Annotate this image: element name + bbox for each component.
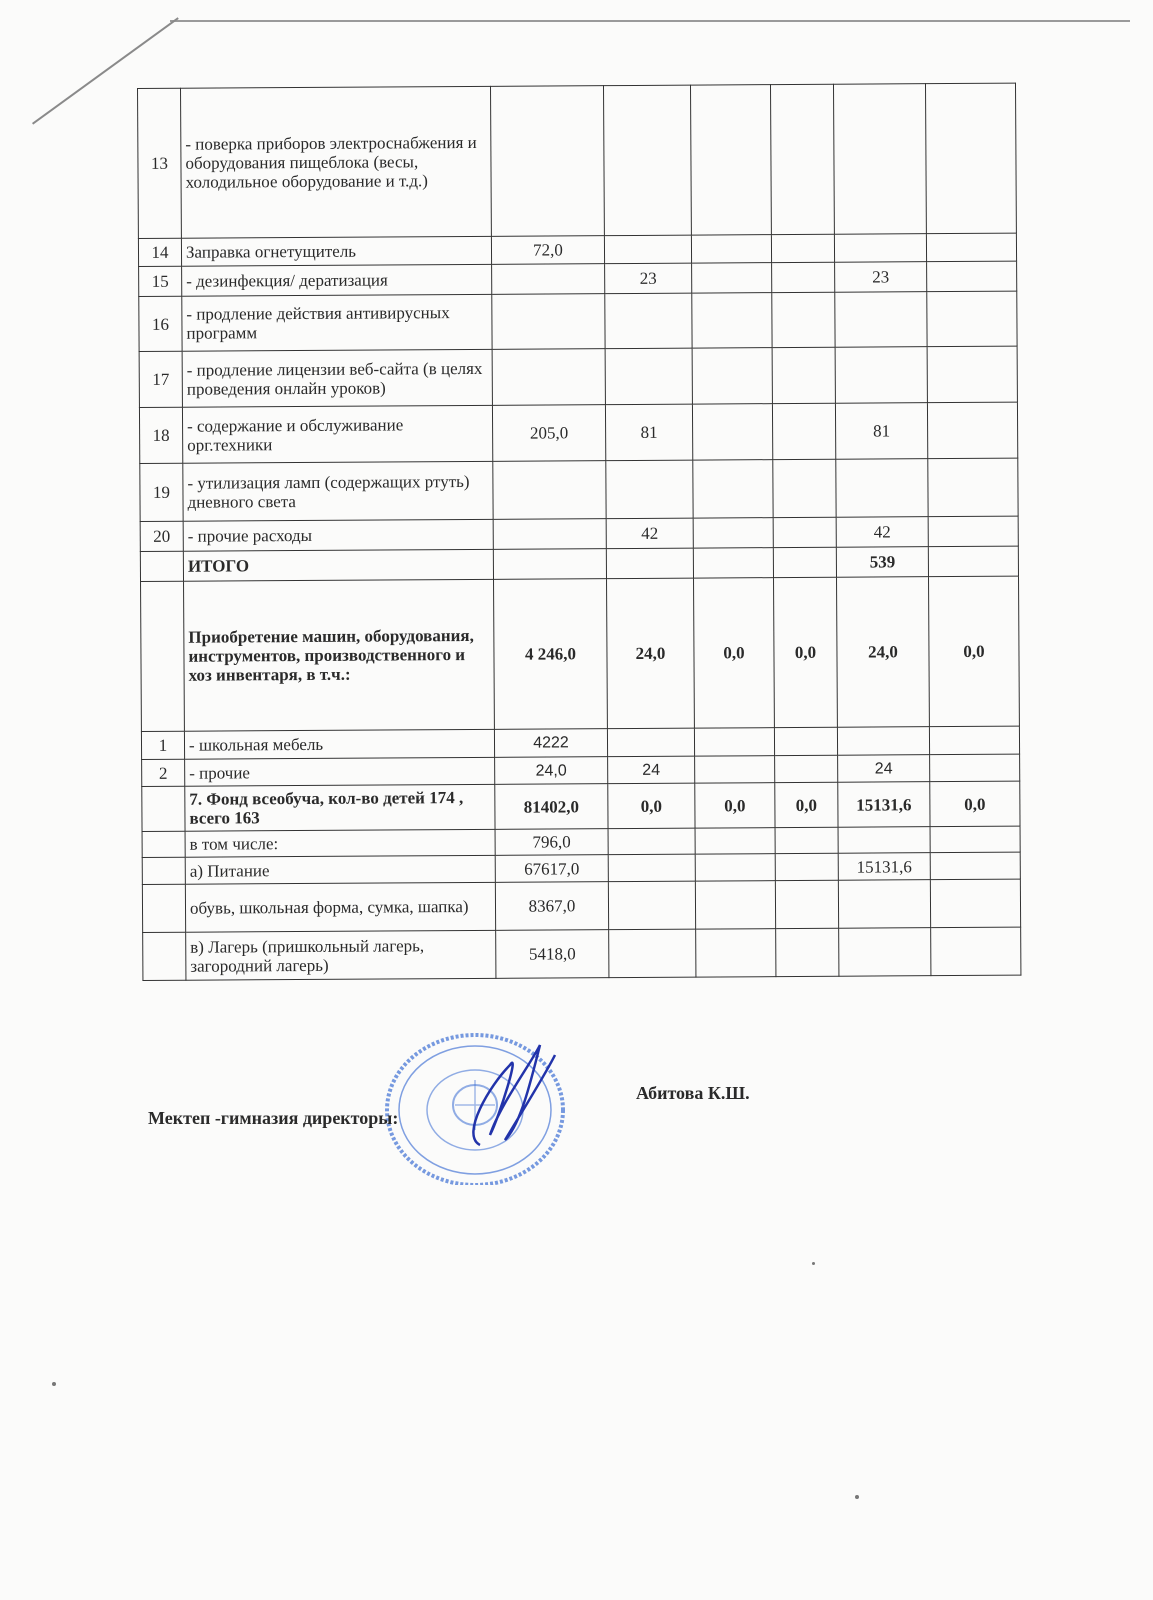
value-cell-c1 — [493, 519, 606, 550]
value-cell-c4 — [770, 84, 834, 234]
director-title: Мектеп -гимназия директоры: — [148, 1108, 399, 1128]
row-description: - дезинфекция/ дератизация — [182, 264, 492, 296]
row-number: 2 — [142, 759, 185, 786]
value-cell-c3 — [691, 235, 771, 263]
value-cell-c6 — [930, 754, 1020, 782]
scan-speck — [52, 1382, 56, 1386]
value-cell-c4 — [772, 262, 835, 292]
value-cell-c1 — [493, 461, 606, 520]
official-stamp — [380, 1025, 580, 1185]
scan-speck — [855, 1495, 859, 1499]
value-cell-c3 — [695, 881, 775, 929]
value-cell-c3: 0,0 — [694, 578, 775, 728]
value-cell-c1: 4222 — [494, 729, 607, 758]
row-number — [140, 551, 183, 581]
value-cell-c4: 0,0 — [774, 577, 838, 727]
value-cell-c5: 15131,6 — [838, 853, 930, 881]
value-cell-c6: 0,0 — [928, 576, 1019, 727]
row-number — [142, 857, 185, 884]
value-cell-c6: 0,0 — [930, 781, 1020, 827]
value-cell-c4 — [775, 880, 838, 928]
value-cell-c3 — [692, 404, 772, 460]
value-cell-c5 — [838, 880, 930, 929]
value-cell-c5: 24,0 — [837, 577, 930, 728]
value-cell-c6 — [931, 927, 1021, 976]
value-cell-c2 — [605, 348, 692, 405]
value-cell-c6 — [927, 346, 1017, 403]
value-cell-c6 — [925, 83, 1016, 234]
value-cell-c3 — [693, 518, 773, 548]
value-cell-c4: 0,0 — [775, 782, 838, 827]
value-cell-c5 — [833, 84, 926, 235]
row-description: в том числе: — [185, 829, 495, 857]
value-cell-c3: 0,0 — [695, 783, 775, 828]
table-row — [138, 83, 1017, 238]
value-cell-c6 — [926, 233, 1016, 262]
value-cell-c4 — [771, 234, 834, 262]
value-cell-c1: 796,0 — [495, 829, 608, 856]
value-cell-c2 — [608, 828, 695, 855]
value-cell-c6 — [928, 546, 1018, 577]
value-cell-c5 — [837, 727, 929, 756]
value-cell-c3 — [696, 929, 776, 977]
value-cell-c2: 81 — [605, 404, 692, 461]
value-cell-c3 — [693, 460, 773, 518]
budget-table — [137, 83, 1021, 981]
director-name: Абитова К.Ш. — [636, 1083, 750, 1103]
row-description: а) Питание — [185, 855, 495, 884]
row-description: - содержание и обслуживание орг.техники — [182, 405, 492, 463]
value-cell-c5 — [839, 928, 931, 977]
row-description: - поверка приборов электроснабжения и оборудования пищеблока (весы, холодильное оборудование и т.д.) — [181, 86, 492, 238]
value-cell-c1 — [492, 264, 605, 295]
value-cell-c2: 24 — [608, 756, 695, 784]
value-cell-c5 — [835, 347, 927, 404]
page-fold-edge — [170, 20, 1130, 22]
value-cell-c1 — [492, 349, 605, 406]
value-cell-c3 — [690, 85, 771, 235]
value-cell-c3 — [693, 548, 773, 578]
value-cell-c3 — [692, 348, 772, 404]
row-description: - прочие — [185, 757, 495, 786]
value-cell-c1: 5418,0 — [496, 930, 609, 979]
row-number — [142, 831, 185, 857]
value-cell-c1 — [492, 294, 605, 350]
table-row — [143, 927, 1021, 980]
row-number: 19 — [140, 463, 183, 521]
value-cell-c4 — [775, 827, 838, 853]
row-number: 16 — [139, 296, 182, 351]
value-cell-c5 — [834, 234, 926, 263]
table-row — [142, 879, 1020, 932]
table-row — [139, 346, 1017, 407]
value-cell-c6 — [929, 726, 1019, 755]
row-description: Приобретение машин, оборудования, инструментов, производственного и хоз инвентаря, в т.ч.: — [184, 579, 495, 731]
value-cell-c6 — [930, 852, 1020, 880]
row-description: Заправка огнетущитель — [181, 236, 491, 266]
value-cell-c4 — [775, 755, 838, 782]
row-description: ИТОГО — [183, 549, 493, 581]
row-description: - продление лицензии веб-сайта (в целях проведения онлайн уроков) — [182, 349, 492, 407]
value-cell-c1: 67617,0 — [495, 855, 608, 883]
value-cell-c4 — [772, 347, 835, 403]
value-cell-c5 — [836, 459, 928, 518]
row-number: 1 — [141, 731, 184, 759]
value-cell-c5: 539 — [836, 547, 928, 578]
table-row — [141, 576, 1020, 731]
row-number: 17 — [139, 351, 182, 407]
row-description: - продление действия антивирусных программ — [182, 294, 492, 351]
value-cell-c4 — [772, 292, 835, 347]
row-number: 18 — [139, 407, 182, 463]
value-cell-c4 — [772, 403, 835, 459]
value-cell-c4 — [773, 459, 836, 517]
value-cell-c6 — [928, 458, 1018, 517]
value-cell-c1: 24,0 — [495, 757, 608, 785]
row-number — [142, 884, 185, 932]
value-cell-c2 — [606, 548, 693, 579]
value-cell-c4 — [774, 727, 837, 755]
value-cell-c6 — [927, 402, 1017, 459]
value-cell-c5 — [835, 292, 927, 348]
value-cell-c6 — [930, 826, 1020, 853]
value-cell-c5: 81 — [835, 403, 927, 460]
table-row — [142, 781, 1020, 831]
value-cell-c2: 42 — [606, 518, 693, 549]
value-cell-c2 — [609, 929, 696, 978]
value-cell-c5: 42 — [836, 517, 928, 548]
value-cell-c1 — [493, 549, 606, 580]
value-cell-c5 — [838, 827, 930, 854]
row-number: 20 — [140, 521, 183, 551]
row-number: 14 — [138, 238, 181, 266]
value-cell-c2: 23 — [605, 263, 692, 294]
value-cell-c1: 205,0 — [492, 405, 605, 462]
value-cell-c1 — [490, 86, 604, 237]
value-cell-c2 — [604, 235, 691, 264]
value-cell-c2 — [607, 728, 694, 757]
row-description: 7. Фонд всеобуча, кол-во детей 174 , всего 163 — [185, 784, 495, 831]
value-cell-c4 — [776, 928, 839, 976]
row-description: - прочие расходы — [183, 519, 493, 551]
scan-speck — [812, 1262, 815, 1265]
value-cell-c2 — [606, 460, 693, 519]
value-cell-c4 — [773, 517, 836, 547]
row-description: - школьная мебель — [184, 729, 494, 759]
row-description: - утилизация ламп (содержащих ртуть) дневного света — [183, 461, 493, 521]
value-cell-c2 — [605, 293, 692, 349]
table-row — [139, 291, 1017, 351]
row-description: обувь, школьная форма, сумка, шапка) — [185, 882, 495, 932]
value-cell-c2 — [603, 85, 691, 236]
value-cell-c1: 8367,0 — [495, 882, 608, 931]
value-cell-c2: 24,0 — [607, 578, 695, 729]
value-cell-c1: 72,0 — [491, 236, 604, 265]
value-cell-c6 — [930, 879, 1020, 928]
value-cell-c2: 0,0 — [608, 783, 695, 829]
row-description: в) Лагерь (пришкольный лагерь, загородний лагерь) — [186, 930, 496, 980]
value-cell-c1: 81402,0 — [495, 784, 608, 830]
table-row — [140, 458, 1018, 521]
value-cell-c5: 24 — [838, 755, 930, 783]
row-number — [143, 932, 186, 980]
value-cell-c3 — [695, 756, 775, 783]
table-row — [139, 402, 1017, 463]
value-cell-c3 — [695, 854, 775, 881]
value-cell-c2 — [608, 881, 695, 930]
row-number: 15 — [139, 266, 182, 296]
value-cell-c6 — [927, 291, 1017, 347]
value-cell-c1: 4 246,0 — [494, 579, 608, 730]
row-number: 13 — [138, 88, 182, 238]
value-cell-c6 — [927, 261, 1017, 292]
row-number — [141, 581, 185, 731]
value-cell-c2 — [608, 854, 695, 882]
value-cell-c5: 15131,6 — [838, 782, 930, 828]
value-cell-c4 — [773, 547, 836, 577]
value-cell-c5: 23 — [835, 262, 927, 293]
row-number — [142, 786, 185, 831]
value-cell-c3 — [692, 263, 772, 293]
value-cell-c3 — [694, 728, 774, 756]
value-cell-c3 — [695, 828, 775, 854]
value-cell-c4 — [775, 853, 838, 880]
value-cell-c3 — [692, 293, 772, 348]
value-cell-c6 — [928, 516, 1018, 547]
